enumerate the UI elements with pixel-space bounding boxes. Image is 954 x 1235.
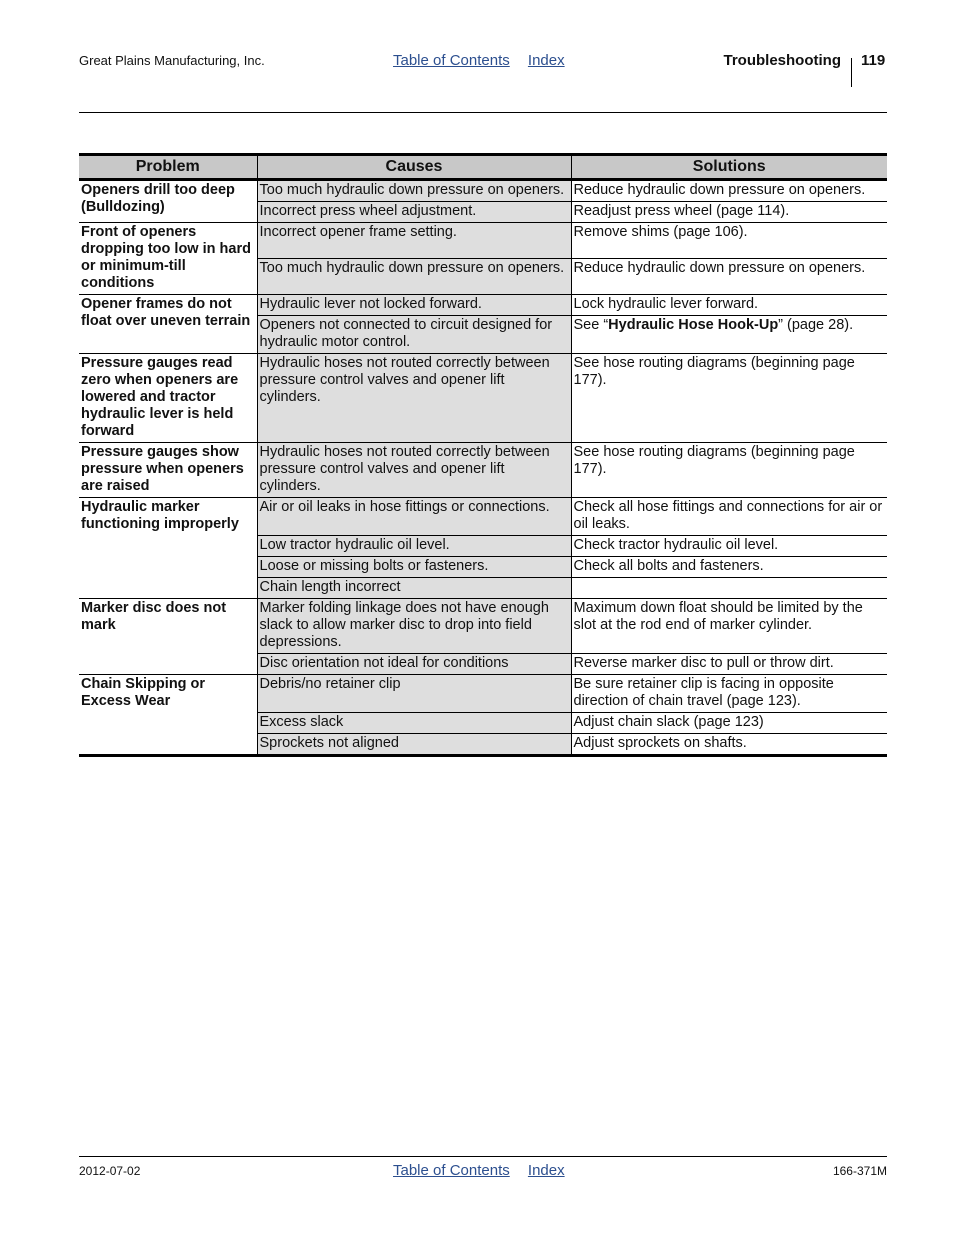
cause-cell: Openers not connected to circuit designed for hydraulic motor control. (257, 316, 571, 354)
solution-cell (571, 316, 887, 354)
cause-cell: Too much hydraulic down pressure on openers. (257, 259, 571, 295)
header-rule (79, 112, 887, 113)
solution-cell: Adjust sprockets on shafts. (571, 734, 887, 756)
solution-cell: Lock hydraulic lever forward. (571, 295, 887, 316)
footer-doc-id: 166-371M (832, 1164, 887, 1178)
cause-cell: Excess slack (257, 713, 571, 734)
column-header-problem: Problem (79, 155, 257, 180)
cause-cell: Too much hydraulic down pressure on openers. (257, 180, 571, 202)
section-title: Troubleshooting (723, 52, 841, 69)
solution-cell: Adjust chain slack (page 123) (571, 713, 887, 734)
cause-cell: Loose or missing bolts or fasteners. (257, 557, 571, 578)
cause-cell: Hydraulic lever not locked forward. (257, 295, 571, 316)
table-row (79, 498, 887, 536)
cause-cell: Debris/no retainer clip (257, 675, 571, 713)
problem-cell: Front of openers dropping too low in hard or minimum-till conditions (79, 223, 257, 295)
solution-cell: Check all hose fittings and connections for air or oil leaks. (571, 498, 887, 536)
table-body (79, 180, 887, 756)
solution-cell: See hose routing diagrams (beginning page 177). (571, 443, 887, 498)
solution-text: ” (page 28). (778, 317, 854, 333)
cause-cell: Air or oil leaks in hose fittings or connections. (257, 498, 571, 536)
table-row (79, 223, 887, 259)
problem-cell: Marker disc does not mark (79, 599, 257, 675)
toc-link[interactable]: Table of Contents (393, 52, 510, 69)
solution-cell: Reduce hydraulic down pressure on openers. (571, 180, 887, 202)
table-row (79, 180, 887, 202)
footer-rule (79, 1156, 887, 1157)
problem-cell: Opener frames do not float over uneven terrain (79, 295, 257, 354)
cause-cell: Disc orientation not ideal for conditions (257, 654, 571, 675)
solution-cell (571, 578, 887, 599)
troubleshooting-table (79, 153, 887, 757)
footer-nav (393, 1162, 579, 1179)
cause-cell: Hydraulic hoses not routed correctly between pressure control valves and opener lift cylinders. (257, 354, 571, 443)
table-row (79, 443, 887, 498)
solution-cell: Maximum down float should be limited by the slot at the rod end of marker cylinder. (571, 599, 887, 654)
problem-cell: Openers drill too deep (Bulldozing) (79, 180, 257, 223)
solution-cell: See hose routing diagrams (beginning page 177). (571, 354, 887, 443)
column-header-solutions: Solutions (571, 155, 887, 180)
header-nav (393, 52, 579, 69)
page-number: 119 (861, 52, 886, 69)
solution-cell: Check tractor hydraulic oil level. (571, 536, 887, 557)
footer-index-link[interactable]: Index (527, 1162, 565, 1179)
problem-cell: Pressure gauges show pressure when openers are raised (79, 443, 257, 498)
column-header-causes: Causes (257, 155, 571, 180)
problem-cell: Chain Skipping or Excess Wear (79, 675, 257, 756)
solution-cell: Readjust press wheel (page 114). (571, 202, 887, 223)
cause-cell: Hydraulic hoses not routed correctly between pressure control valves and opener lift cylinders. (257, 443, 571, 498)
solution-cell: Be sure retainer clip is facing in opposite direction of chain travel (page 123). (571, 675, 887, 713)
header-divider (851, 58, 852, 87)
cause-cell: Marker folding linkage does not have enough slack to allow marker disc to drop into field depressions. (257, 599, 571, 654)
solution-cell: Check all bolts and fasteners. (571, 557, 887, 578)
solution-cell: Remove shims (page 106). (571, 223, 887, 259)
table-header-row (79, 155, 887, 180)
table-row (79, 675, 887, 713)
problem-cell: Hydraulic marker functioning improperly (79, 498, 257, 599)
company-name: Great Plains Manufacturing, Inc. (79, 53, 265, 68)
solution-cell: Reduce hydraulic down pressure on openers. (571, 259, 887, 295)
solution-reference: Hydraulic Hose Hook-Up (608, 317, 779, 333)
index-link[interactable]: Index (527, 52, 565, 69)
problem-cell: Pressure gauges read zero when openers are lowered and tractor hydraulic lever is held forward (79, 354, 257, 443)
cause-cell: Incorrect press wheel adjustment. (257, 202, 571, 223)
cause-cell: Incorrect opener frame setting. (257, 223, 571, 259)
footer-toc-link[interactable]: Table of Contents (393, 1162, 510, 1179)
footer-date: 2012-07-02 (79, 1164, 141, 1178)
table-row (79, 354, 887, 443)
cause-cell: Sprockets not aligned (257, 734, 571, 756)
cause-cell: Low tractor hydraulic oil level. (257, 536, 571, 557)
solution-text: See “ (573, 317, 609, 333)
table-row (79, 295, 887, 316)
cause-cell: Chain length incorrect (257, 578, 571, 599)
solution-cell: Reverse marker disc to pull or throw dirt. (571, 654, 887, 675)
table-row (79, 599, 887, 654)
